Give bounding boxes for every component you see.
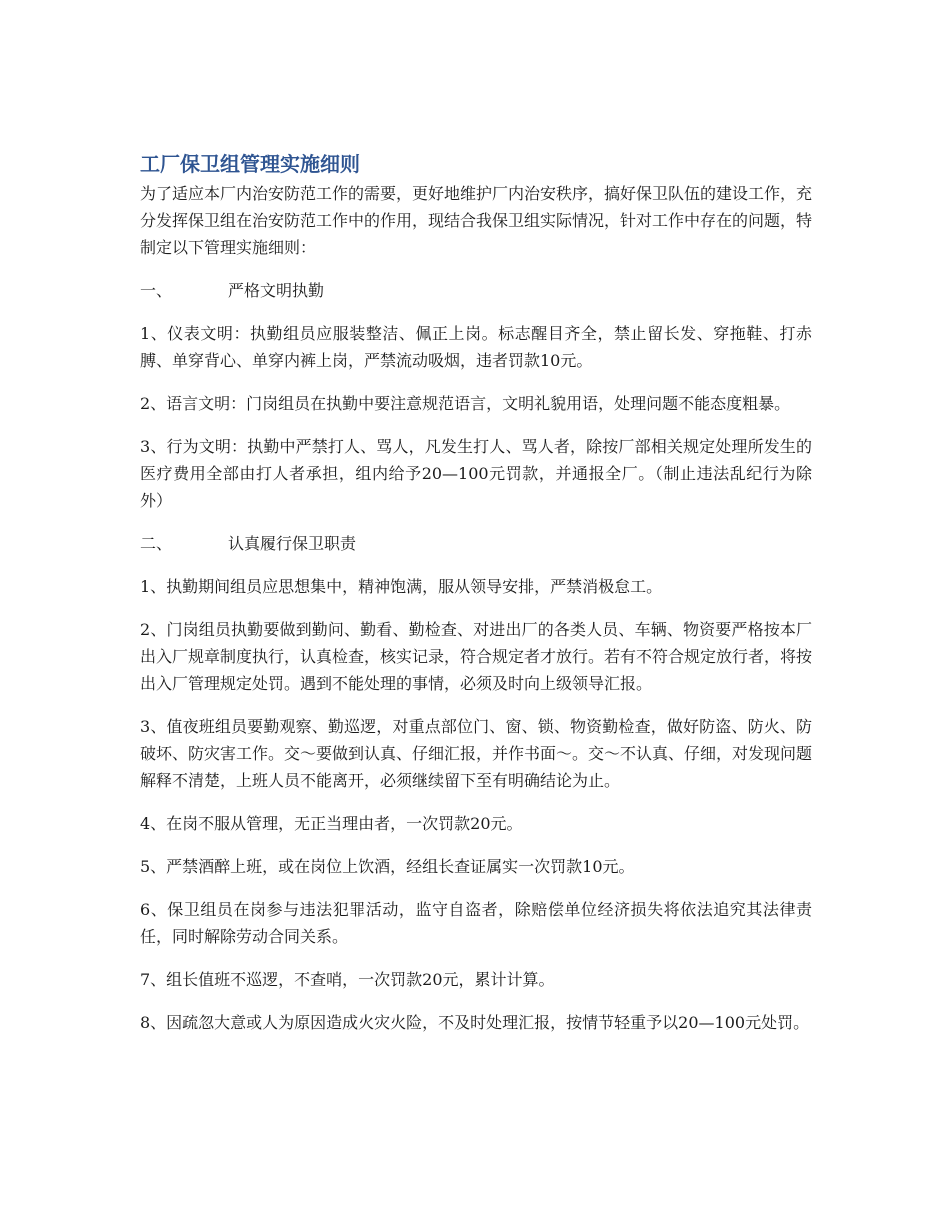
rule-item: 6、保卫组员在岗参与违法犯罪活动，监守自盗者，除赔偿单位经济损失将依法追究其法律责任，同时解除劳动合同关系。 [140,900,812,946]
section-title: 严格文明执勤 [228,281,325,300]
rule-item: 3、值夜班组员要勤观察、勤巡逻，对重点部位门、窗、锁、物资勤检查，做好防盗、防火、防破坏、防灾害工作。交～要做到认真、仔细汇报，并作书面～。交～不认真、仔细，对发现问题解释不清楚，上班人员不能离开，必须继续留下至有明确结论为止。 [140,717,813,790]
section-heading-2 [140,530,812,557]
rule-item: 7、组长值班不巡逻，不查哨，一次罚款20元，累计计算。 [140,970,555,989]
document-page [140,148,812,1052]
section-number: 一、 [140,281,173,300]
rule-item: 1、执勤期间组员应思想集中，精神饱满，服从领导安排，严禁消极怠工。 [140,577,663,596]
document-title: 工厂保卫组管理实施细则 [140,152,360,176]
intro-paragraph: 为了适应本厂内治安防范工作的需要，更好地维护厂内治安秩序，搞好保卫队伍的建设工作，充分发挥保卫组在治安防范工作中的作用，现结合我保卫组实际情况，针对工作中存在的问题，特制定以下管理实施细则： [140,184,813,257]
rule-item: 4、在岗不服从管理，无正当理由者，一次罚款20元。 [140,814,523,833]
rule-item: 2、门岗组员执勤要做到勤问、勤看、勤检查、对进出厂的各类人员、车辆、物资要严格按本厂出入厂规章制度执行，认真检查，核实记录，符合规定者才放行。若有不符合规定放行者，将按出入厂管理规定处罚。遇到不能处理的事情，必须及时向上级领导汇报。 [140,620,813,693]
rule-item: 8、因疏忽大意或人为原因造成火灾火险，不及时处理汇报，按情节轻重予以20—100元处罚。 [140,1013,810,1032]
rule-item: 1、仪表文明：执勤组员应服装整洁、佩正上岗。标志醒目齐全，禁止留长发、穿拖鞋、打赤膊、单穿背心、单穿内裤上岗，严禁流动吸烟，违者罚款10元。 [140,324,812,370]
rule-item: 3、行为文明：执勤中严禁打人、骂人，凡发生打人、骂人者，除按厂部相关规定处理所发生的医疗费用全部由打人者承担，组内给予20—100元罚款，并通报全厂。（制止违法乱纪行为除外） [140,437,812,510]
section-title: 认真履行保卫职责 [228,534,357,553]
section-heading-1 [140,277,812,304]
rule-item: 5、严禁酒醉上班，或在岗位上饮酒，经组长查证属实一次罚款10元。 [140,857,635,876]
section-number: 二、 [140,534,173,553]
rule-item: 2、语言文明：门岗组员在执勤中要注意规范语言，文明礼貌用语，处理问题不能态度粗暴。 [140,394,791,413]
